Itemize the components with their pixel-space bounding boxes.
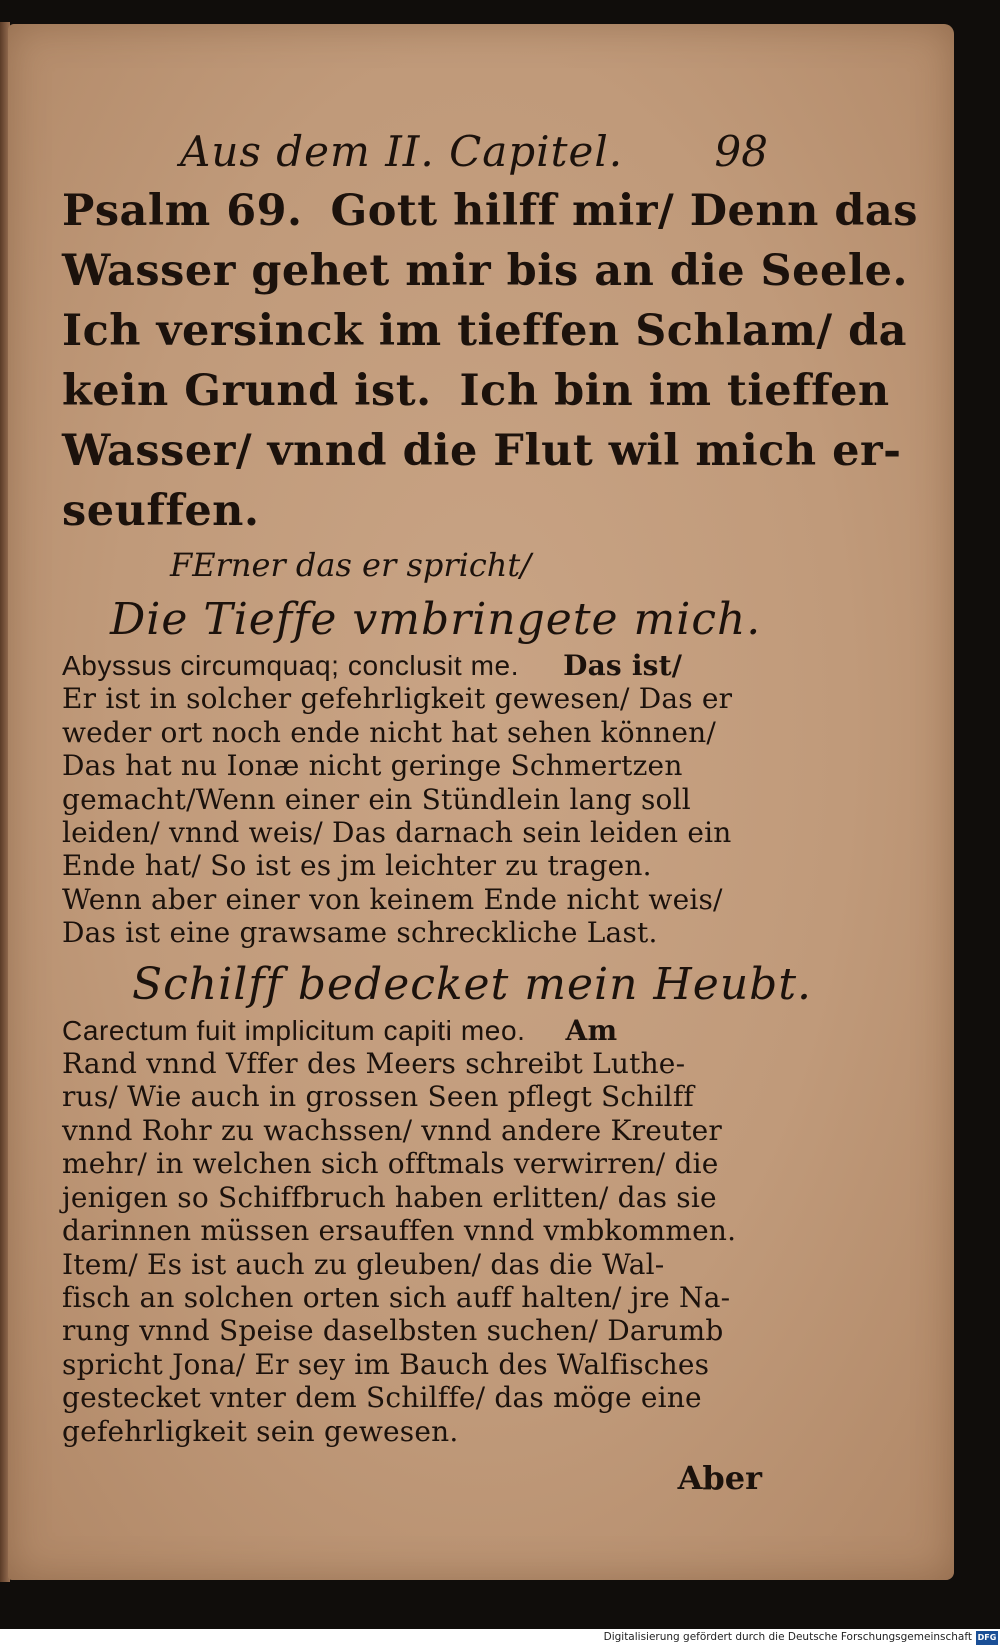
text-line: seuffen. (62, 486, 260, 536)
text-fragment: Das ist/ (563, 649, 683, 682)
running-header (62, 119, 768, 181)
text-fragment: kein Grund ist. (62, 366, 432, 416)
text-fragment: Gott hilff mir/ Denn das (330, 186, 918, 236)
text-line: jenigen so Schiffbruch haben erlitten/ das sie (62, 1180, 717, 1214)
commentary-paragraph (62, 1014, 762, 1448)
text-line: rus/ Wie auch in grossen Seen pflegt Schilff (62, 1080, 694, 1114)
psalm-quotation (62, 181, 918, 541)
commentary-paragraph (62, 649, 762, 950)
text-line: Das hat nu Ionæ nicht geringe Schmertzen (62, 749, 683, 783)
text-line: Ich versinck im tieffen Schlam/ da (62, 306, 908, 356)
text-line (62, 361, 890, 421)
page-text (62, 119, 918, 1497)
lead-in-line: FErner das er spricht/ (170, 546, 532, 584)
text-line: gemacht/Wenn einer ein Stündlein lang soll (62, 782, 691, 816)
catchword: Aber (677, 1458, 762, 1497)
running-head-title: Aus dem II. Capitel. (180, 127, 624, 176)
text-line: Wasser gehet mir bis an die Seele. (62, 246, 908, 296)
text-line: mehr/ in welchen sich offtmals verwirren/ die (62, 1147, 719, 1181)
psalm-reference: Psalm 69. (62, 186, 303, 236)
text-line: rung vnnd Speise daselbsten suchen/ Darumb (62, 1314, 724, 1348)
text-line: Wenn aber einer von keinem Ende nicht weis/ (62, 882, 723, 916)
lemma-heading: Schilff bedecket mein Heubt. (132, 958, 812, 1010)
funding-note: Digitalisierung gefördert durch die Deutsche Forschungsgemeinschaft (603, 1631, 972, 1643)
text-line: Er ist in solcher gefehrligkeit gewesen/ Das er (62, 682, 733, 716)
text-line: darinnen müssen ersauffen vnnd vmbkommen. (62, 1214, 737, 1248)
text-line: Wasser/ vnnd die Flut wil mich er- (62, 426, 902, 476)
text-line: weder ort noch ende nicht hat sehen können/ (62, 715, 716, 749)
latin-quotation: Carectum fuit implicitum capiti meo. (62, 1014, 526, 1046)
text-line (62, 1014, 762, 1047)
text-line: Das ist eine grawsame schreckliche Last. (62, 916, 658, 950)
text-line: Ende hat/ So ist es jm leichter zu tragen. (62, 849, 652, 883)
text-line: Rand vnnd Vffer des Meers schreibt Luthe- (62, 1047, 686, 1081)
lemma-heading: Die Tieffe vmbringete mich. (110, 594, 762, 645)
digitization-footer (0, 1629, 1000, 1648)
dfg-logo: DFG (976, 1631, 998, 1645)
text-line (62, 181, 918, 241)
book-page (8, 24, 954, 1580)
text-fragment: Ich bin im tieffen (459, 366, 890, 416)
text-line (62, 649, 762, 682)
latin-quotation: Abyssus circumquaq; conclusit me. (62, 650, 520, 681)
text-line: leiden/ vnnd weis/ Das darnach sein leiden ein (62, 816, 732, 850)
text-line: vnnd Rohr zu wachssen/ vnnd andere Kreuter (62, 1113, 723, 1147)
text-line: gestecket vnter dem Schilffe/ das möge eine (62, 1381, 702, 1415)
text-line: fisch an solchen orten sich auff halten/ jre Na- (62, 1280, 731, 1314)
page-number: 98 (714, 127, 768, 176)
text-line: Item/ Es ist auch zu gleuben/ das die Wal- (62, 1247, 665, 1281)
text-fragment: Am (565, 1013, 618, 1047)
text-line: gefehrligkeit sein gewesen. (62, 1414, 459, 1448)
text-line: spricht Jona/ Er sey im Bauch des Walfisches (62, 1347, 710, 1381)
